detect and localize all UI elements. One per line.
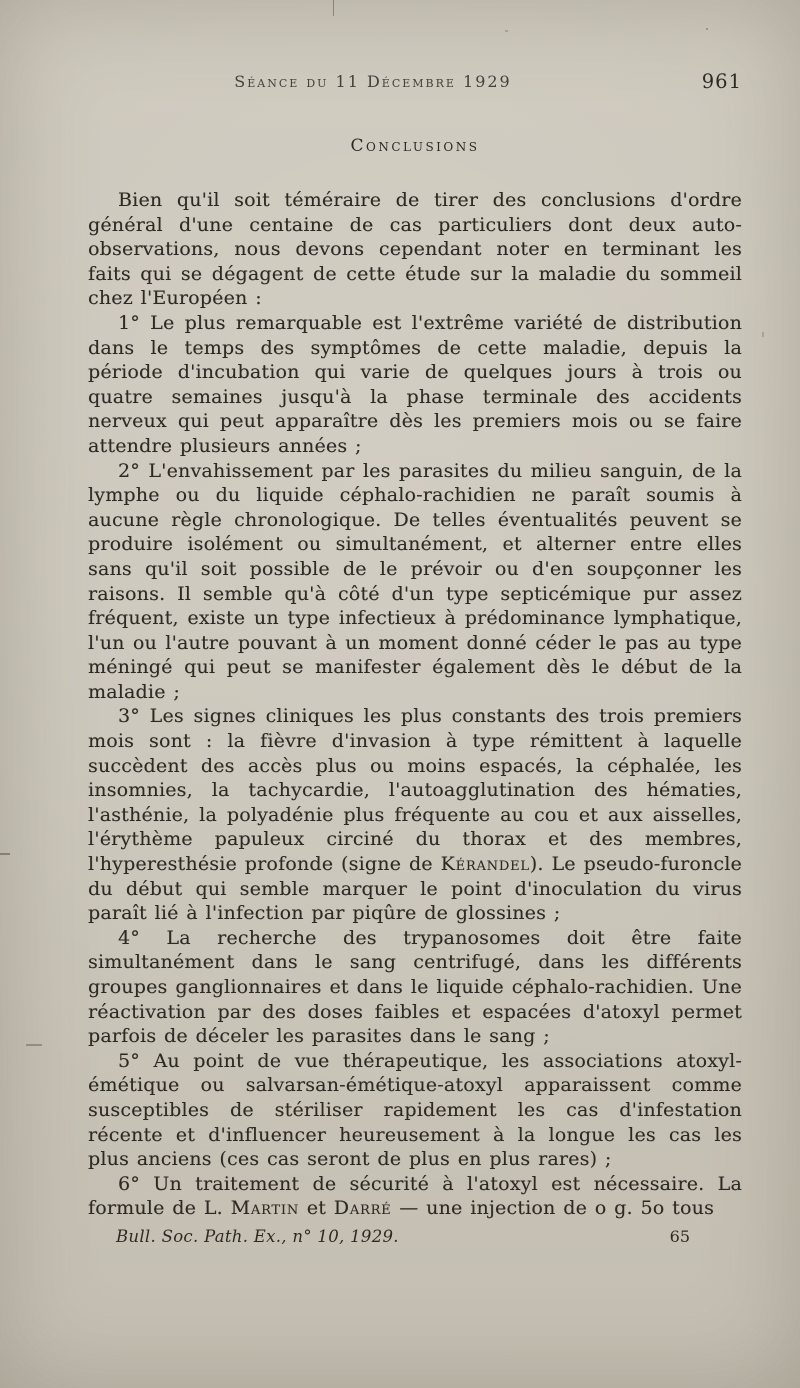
page-header — [88, 72, 742, 96]
paragraph — [88, 459, 742, 705]
running-title: Séance du 11 Décembre 1929 — [234, 72, 512, 91]
paragraph-text: 3° Les signes cliniques les plus constants des trois premiers mois sont : la fièvre d'invasion à type rémittent à laquelle succèdent des accès plus ou moins espacés, la céphalée, les insomnies, la tachycardie, l'autoagglutination des hématies, l'asthénie, la polyadénie plus fréquente au cou et aux aisselles, l'érythème papuleux circiné du thorax et des membres, l'hyperesthésie profonde (signe de — [88, 705, 742, 876]
paragraph-text: 6° Un traitement de sécurité à l'atoxyl est nécessaire. La formule de L. — [88, 1172, 742, 1220]
paragraph-text: Bien qu'il soit téméraire de tirer des conclusions d'ordre général d'une centaine de cas particuliers dont deux auto-observations, nous devons cependant noter en terminant les faits qui se dégagent de cette étude sur la maladie du sommeil chez l'Européen : — [88, 189, 742, 310]
paragraph-text: 5° Au point de vue thérapeutique, les associations atoxyl-émétique ou salvarsan-émétique-atoxyl apparaissent comme susceptibles de stériliser rapidement les cas d'infestation récente et d'influencer heureusement à la longue les cas les plus anciens (ces cas seront de plus en plus rares) ; — [88, 1049, 742, 1171]
print-artifact — [0, 853, 10, 855]
paragraph — [88, 188, 742, 311]
print-artifact — [333, 0, 334, 16]
page-footer — [88, 1227, 742, 1246]
paragraph — [88, 1049, 742, 1172]
person-name: Kérandel — [440, 853, 530, 876]
signature-number: 65 — [669, 1226, 690, 1246]
print-artifact — [505, 30, 508, 32]
paragraph — [88, 704, 742, 925]
print-artifact — [706, 28, 708, 30]
paragraph — [88, 926, 742, 1049]
paragraph-text: — une injection de o g. 5o tous — [391, 1197, 715, 1220]
print-artifact — [762, 332, 764, 337]
person-name: Darré — [333, 1197, 392, 1220]
paragraph-text: et — [299, 1197, 334, 1220]
paragraph-text: 2° L'envahissement par les parasites du milieu sanguin, de la lymphe ou du liquide céphalo-rachidien ne paraît soumis à aucune règle chronologique. De telles éventualités peuvent se produire isolément ou simultanément, et alterner entre elles sans qu'il soit possible de le prévoir ou d'en soupçonner les raisons. Il semble qu'à côté d'un type septicémique pur assez fréquent, existe un type infectieux à prédominance lymphatique, l'un ou l'autre pouvant à un moment donné céder le pas au type méningé qui peut se manifester également dès le début de la maladie ; — [88, 459, 742, 703]
print-artifact — [26, 1044, 42, 1046]
paragraph — [88, 311, 742, 459]
page-number: 961 — [701, 70, 742, 93]
paragraph-text: 4° La recherche des trypanosomes doit être faite simultanément dans le sang centrifugé, dans les différents groupes ganglionnaires et dans le liquide céphalo-rachidien. Une réactivation par des doses faibles et espacées d'atoxyl permet parfois de déceler les parasites dans le sang ; — [88, 926, 742, 1048]
journal-reference: Bull. Soc. Path. Ex., n° 10, 1929. — [116, 1226, 399, 1246]
paragraph-text: 1° Le plus remarquable est l'extrême variété de distribution dans le temps des symptômes de cette maladie, depuis la période d'incubation qui varie de quelques jours à trois ou quatre semaines jusqu'à la phase terminale des accidents nerveux qui peut apparaître dès les premiers mois ou se faire attendre plusieurs années ; — [88, 311, 742, 457]
paragraph-text: ). Le pseudo-furoncle du début qui semble marquer le point d'inoculation du virus paraît lié à l'infection par piqûre de glossines ; — [88, 853, 742, 925]
paragraph — [88, 1172, 742, 1221]
body-paragraphs — [88, 188, 742, 1221]
section-title: Conclusions — [350, 136, 480, 156]
person-name: Martin — [230, 1197, 300, 1220]
